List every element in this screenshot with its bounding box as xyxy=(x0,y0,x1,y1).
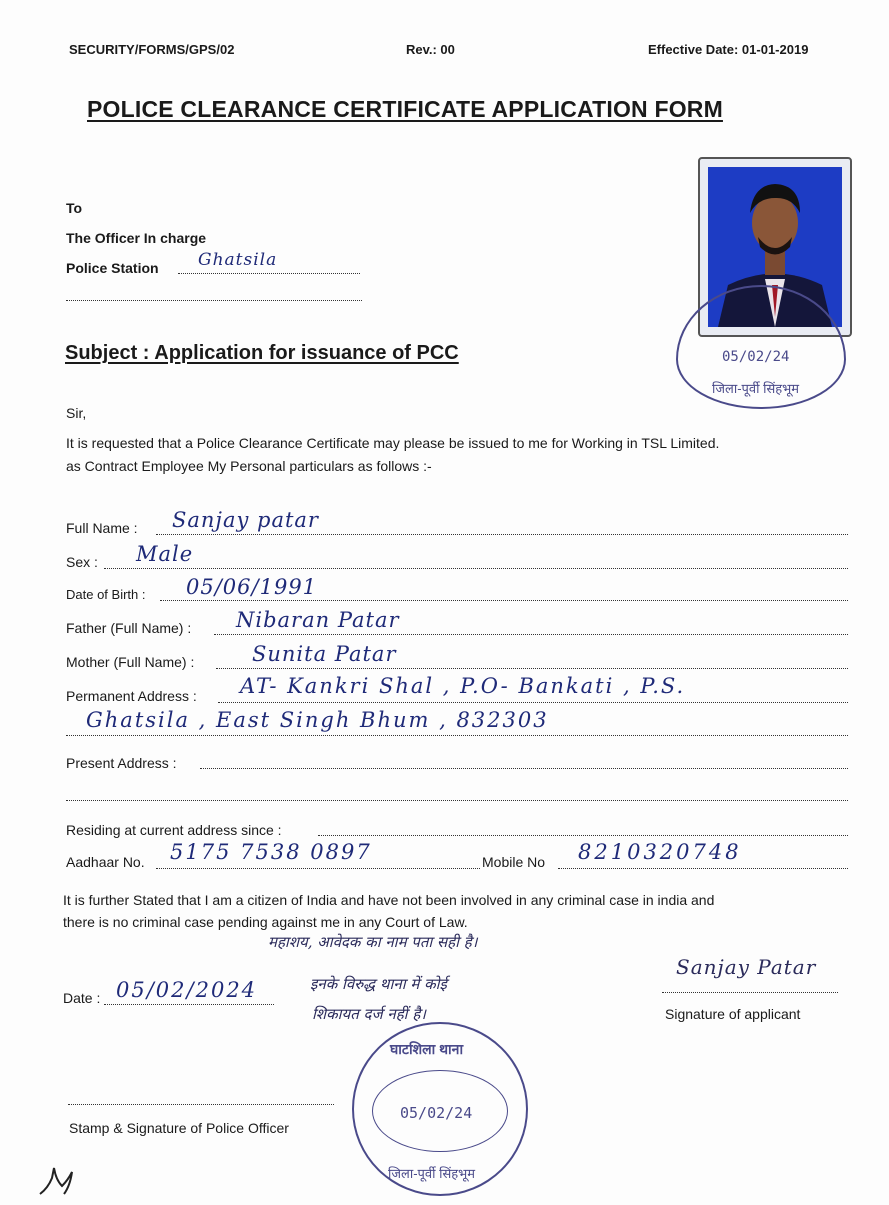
mobile-value: 8210320748 xyxy=(578,840,742,864)
police-station-value: Ghatsila xyxy=(198,250,278,270)
intro-line-1: It is requested that a Police Clearance Certificate may please be issued to me for Working in TSL Limited. xyxy=(66,435,720,451)
police-station-label: Police Station xyxy=(66,260,159,276)
margin-scribble-icon xyxy=(34,1160,80,1200)
permanent-address-line-2: Ghatsila , East Singh Bhum , 832303 xyxy=(86,708,549,732)
form-code: SECURITY/FORMS/GPS/02 xyxy=(69,42,235,57)
officer-note-line-1: महाशय, आवेदक का नाम पता सही है। xyxy=(268,933,478,951)
form-title: POLICE CLEARANCE CERTIFICATE APPLICATION FORM xyxy=(87,96,723,122)
full-name-label: Full Name : xyxy=(66,520,138,536)
signature-of-applicant-label: Signature of applicant xyxy=(665,1006,801,1022)
dob-label: Date of Birth : xyxy=(66,587,146,602)
officer-note-line-3: शिकायत दर्ज नहीं है। xyxy=(312,1005,426,1023)
sex-label: Sex : xyxy=(66,554,98,570)
present-address-dots-1 xyxy=(200,766,848,769)
date-value: 05/02/2024 xyxy=(116,978,258,1002)
father-dots xyxy=(214,632,848,635)
address-blank-line xyxy=(66,298,362,301)
effective-date: Effective Date: 01-01-2019 xyxy=(648,42,809,57)
dob-value: 05/06/1991 xyxy=(186,575,318,599)
to-label: To xyxy=(66,200,83,216)
father-label: Father (Full Name) : xyxy=(66,620,192,636)
date-dots xyxy=(104,1002,274,1005)
stamp-signature-label: Stamp & Signature of Police Officer xyxy=(69,1120,289,1136)
sex-dots xyxy=(104,566,848,569)
police-station-dots xyxy=(178,271,360,274)
applicant-signature-line xyxy=(662,990,838,993)
father-value: Nibaran Patar xyxy=(236,608,400,632)
present-address-label: Present Address : xyxy=(66,755,177,771)
subject-line: Subject : Application for issuance of PCC xyxy=(65,342,459,364)
mobile-dots xyxy=(558,866,848,869)
mother-dots xyxy=(216,666,848,669)
permanent-address-dots-2 xyxy=(66,733,848,736)
permanent-address-line-1: AT- Kankri Shal , P.O- Bankati , P.S. xyxy=(240,674,686,698)
declaration-line-2: there is no criminal case pending against me in any Court of Law. xyxy=(63,914,468,930)
aadhaar-value: 5175 7538 0897 xyxy=(170,840,372,864)
permanent-address-dots-1 xyxy=(218,700,848,703)
sex-value: Male xyxy=(136,542,194,566)
residing-since-dots xyxy=(318,833,848,836)
present-address-dots-2 xyxy=(66,798,848,801)
full-name-value: Sanjay patar xyxy=(172,508,319,532)
photo-stamp-district: जिला-पूर्वी सिंहभूम xyxy=(712,381,800,396)
officer-label: The Officer In charge xyxy=(66,230,207,246)
residing-since-label: Residing at current address since : xyxy=(66,822,282,838)
police-station-stamp xyxy=(352,1022,528,1196)
police-signature-line xyxy=(68,1102,334,1105)
revision: Rev.: 00 xyxy=(406,42,455,57)
date-label: Date : xyxy=(63,990,101,1006)
applicant-signature: Sanjay Patar xyxy=(676,955,817,979)
intro-line-2: as Contract Employee My Personal particulars as follows :- xyxy=(66,458,432,474)
salutation: Sir, xyxy=(66,405,87,421)
declaration-line-1: It is further Stated that I am a citizen of India and have not been involved in any criminal case in india and xyxy=(63,892,715,908)
aadhaar-dots xyxy=(156,866,480,869)
mother-label: Mother (Full Name) : xyxy=(66,654,195,670)
mother-value: Sunita Patar xyxy=(252,642,397,666)
permanent-address-label: Permanent Address : xyxy=(66,688,197,704)
police-stamp-district: जिला-पूर्वी सिंहभूम xyxy=(388,1166,476,1181)
police-stamp-date: 05/02/24 xyxy=(400,1104,473,1122)
aadhaar-label: Aadhaar No. xyxy=(66,854,145,870)
officer-note-line-2: इनके विरुद्ध थाना में कोई xyxy=(310,975,447,993)
police-stamp-top: घाटशिला थाना xyxy=(390,1041,464,1057)
photo-stamp-date: 05/02/24 xyxy=(722,349,790,365)
mobile-label: Mobile No xyxy=(482,854,546,870)
full-name-dots xyxy=(156,532,848,535)
